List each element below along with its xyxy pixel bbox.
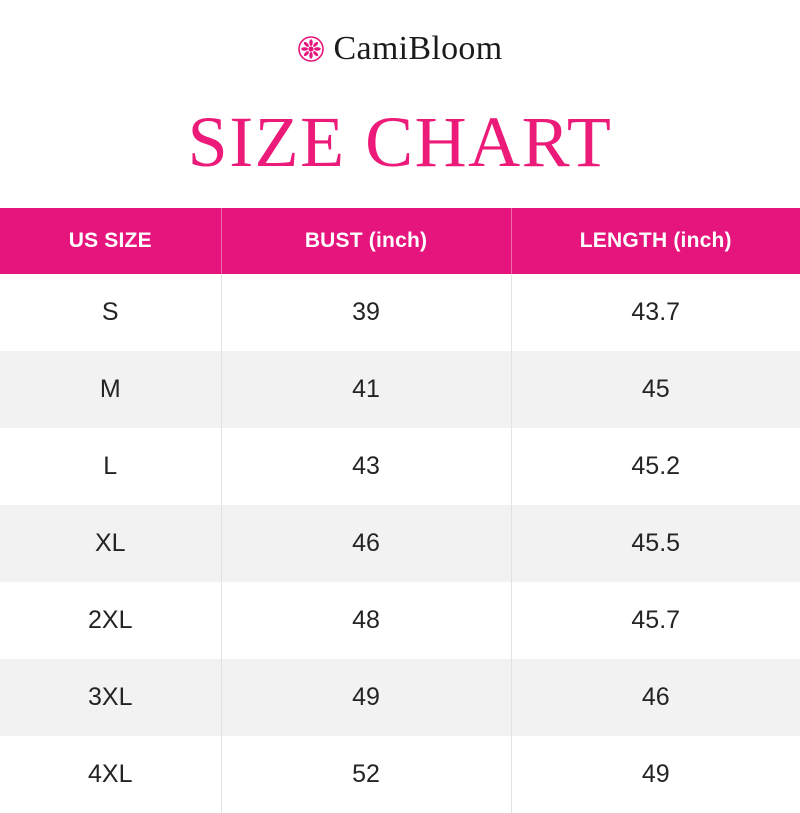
table-row — [0, 582, 800, 659]
column-header-length: LENGTH (inch) — [511, 208, 800, 274]
table-row — [0, 736, 800, 813]
cell-length: 45.7 — [631, 606, 681, 634]
cell-length: 46 — [641, 683, 670, 711]
cell-length: 45.2 — [631, 452, 681, 480]
cell-bust: 48 — [221, 582, 511, 659]
cell-length: 43.7 — [631, 298, 681, 326]
cell-us-size: M — [0, 351, 221, 428]
flower-rosette-icon — [298, 36, 324, 62]
cell-us-size: 2XL — [0, 582, 221, 659]
cell-length: 45 — [641, 375, 670, 403]
column-header-bust: BUST (inch) — [221, 208, 511, 274]
cell-bust: 39 — [221, 274, 511, 351]
cell-us-size: 3XL — [0, 659, 221, 736]
cell-us-size: L — [0, 428, 221, 505]
table-row — [0, 505, 800, 582]
cell-us-size: XL — [0, 505, 221, 582]
table-row — [0, 659, 800, 736]
cell-bust: 41 — [221, 351, 511, 428]
cell-bust: 43 — [221, 428, 511, 505]
cell-bust: 46 — [221, 505, 511, 582]
cell-length: 49 — [641, 760, 670, 788]
brand-header — [0, 0, 800, 72]
table-row — [0, 428, 800, 505]
cell-us-size: S — [0, 274, 221, 351]
size-chart-table-wrap — [0, 208, 800, 813]
cell-bust: 49 — [221, 659, 511, 736]
column-header-us-size: US SIZE — [0, 208, 221, 274]
size-chart-table — [0, 208, 800, 813]
page-title: SIZE CHART — [187, 102, 613, 182]
cell-us-size: 4XL — [0, 736, 221, 813]
table-row — [0, 351, 800, 428]
cell-bust: 52 — [221, 736, 511, 813]
table-header-row — [0, 208, 800, 274]
brand-name: CamiBloom — [333, 30, 503, 67]
cell-length: 45.5 — [631, 529, 681, 557]
table-row — [0, 274, 800, 351]
